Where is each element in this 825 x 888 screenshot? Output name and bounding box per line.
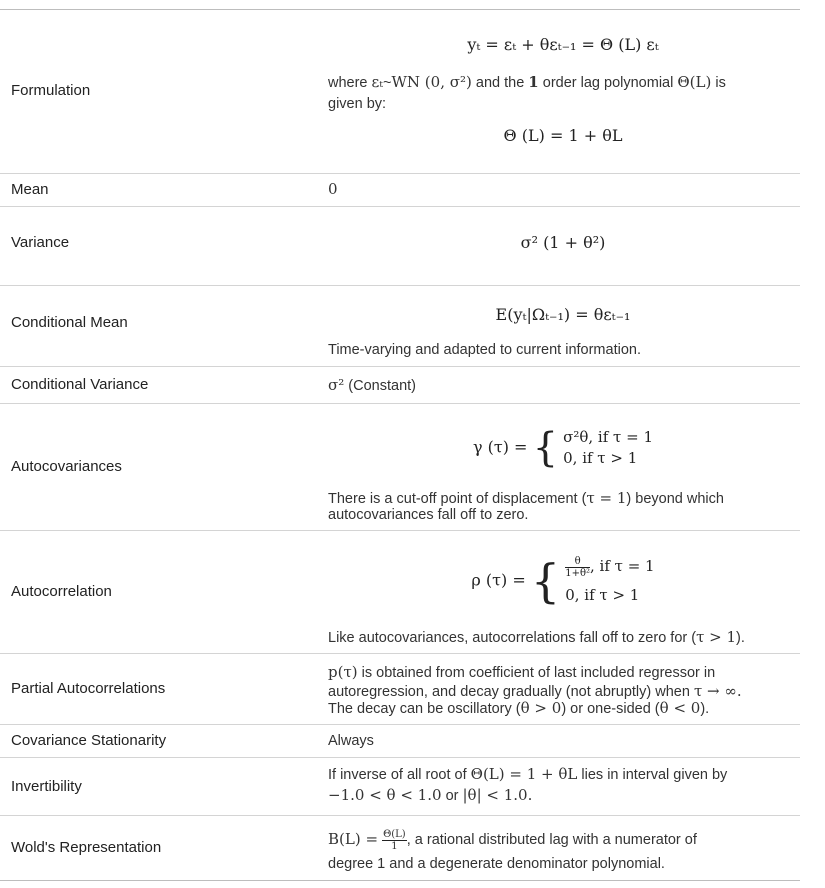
partial-autocorrelation-line3: The decay can be oscillatory (θ > 0) or one-sided (θ < 0).	[328, 699, 710, 717]
row-divider	[0, 403, 800, 404]
row-divider	[0, 815, 800, 816]
conditional-variance-value: σ² (Constant)	[328, 376, 416, 394]
row-label-wolds-representation: Wold's Representation	[11, 839, 162, 856]
variance-equation: σ² (1 + θ²)	[520, 233, 606, 252]
row-divider	[0, 206, 800, 207]
table-bottom-border	[0, 880, 800, 881]
row-label-covariance-stationarity: Covariance Stationarity	[11, 732, 167, 749]
row-label-autocorrelation: Autocorrelation	[11, 583, 112, 600]
autocovariance-equation: γ (τ) = { σ²θ, if τ = 1 0, if τ > 1	[472, 425, 653, 471]
table-top-border	[0, 9, 800, 10]
autocorrelation-note: Like autocovariances, autocorrelations fall off to zero for (τ > 1).	[328, 628, 745, 646]
row-label-partial-autocorrelations: Partial Autocorrelations	[11, 680, 166, 697]
row-divider	[0, 530, 800, 531]
row-label-conditional-mean: Conditional Mean	[11, 314, 128, 331]
formulation-description-line2: given by:	[328, 96, 387, 112]
row-label-formulation: Formulation	[11, 82, 91, 99]
partial-autocorrelation-line2: autoregression, and decay gradually (not abruptly) when τ → ∞.	[328, 682, 742, 700]
row-divider	[0, 285, 800, 286]
mean-value: 0	[328, 180, 338, 198]
lag-polynomial-equation: Θ (L) = 1 + θL	[503, 126, 623, 145]
wold-representation-line1: B(L) = $\frac{\Theta(L)}{1}$ , a rational distributed lag with a numerator of	[328, 828, 697, 852]
autocorrelation-equation: ρ (τ) = { $\frac{\theta}{\text{1+θ²}}$ , if τ = 1 0, if τ > 1	[471, 554, 655, 608]
row-label-invertibility: Invertibility	[11, 778, 82, 795]
conditional-mean-equation: E(yₜ|Ωₜ₋₁) = θεₜ₋₁	[495, 305, 631, 324]
row-divider	[0, 653, 800, 654]
row-divider	[0, 173, 800, 174]
row-label-conditional-variance: Conditional Variance	[11, 376, 149, 393]
row-divider	[0, 724, 800, 725]
autocovariance-note-line1: There is a cut-off point of displacement (τ = 1) beyond which	[328, 489, 724, 507]
row-label-variance: Variance	[11, 234, 70, 251]
covariance-stationarity-value: Always	[328, 733, 374, 749]
row-divider	[0, 757, 800, 758]
invertibility-line1: If inverse of all root of Θ(L) = 1 + θL lies in interval given by	[328, 765, 728, 783]
row-divider	[0, 366, 800, 367]
autocovariance-note-line2: autocovariances fall off to zero.	[328, 507, 529, 523]
formulation-equation: yₜ = εₜ + θεₜ₋₁ = Θ (L) εₜ	[467, 35, 659, 54]
formulation-description-line1: where εₜ~WN (0, σ²) and the 1 order lag polynomial Θ(L) is	[328, 73, 726, 91]
partial-autocorrelation-line1: p(τ) is obtained from coefficient of last included regressor in	[328, 663, 716, 681]
wold-representation-line2: degree 1 and a degenerate denominator polynomial.	[328, 856, 665, 872]
row-label-autocovariances: Autocovariances	[11, 458, 122, 475]
invertibility-line2: −1.0 < θ < 1.0 or |θ| < 1.0.	[328, 786, 533, 804]
row-label-mean: Mean	[11, 181, 49, 198]
conditional-mean-note: Time-varying and adapted to current information.	[328, 342, 641, 358]
